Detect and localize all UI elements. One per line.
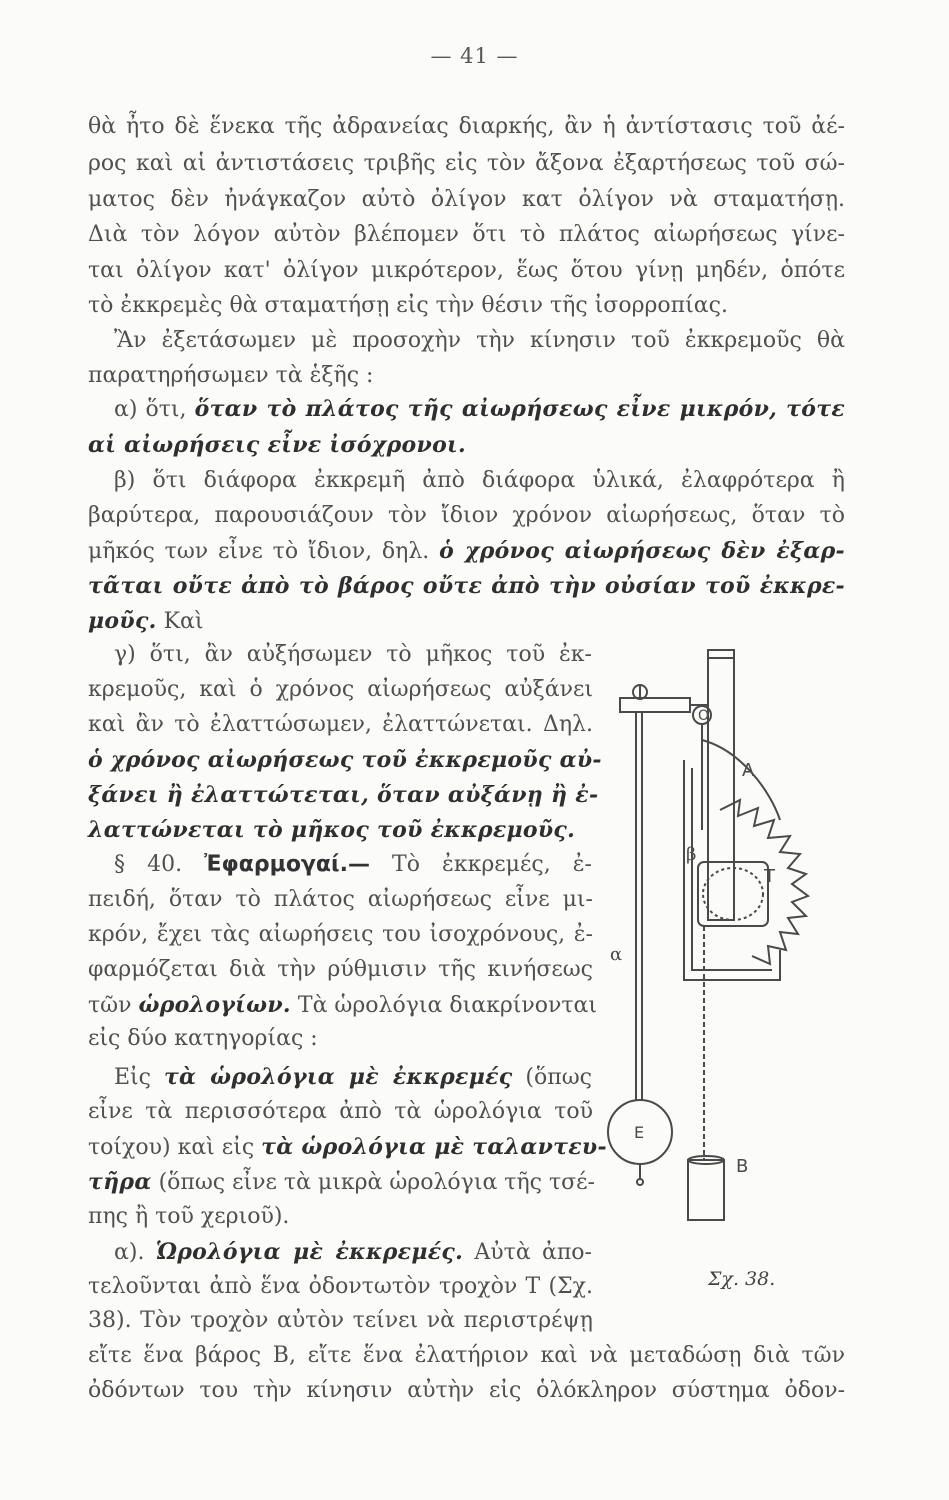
para-e-line-1 (114, 1237, 592, 1268)
para-d-emphasis: τῆρα (88, 1169, 152, 1195)
figure-label-a: A (742, 760, 755, 781)
para-a-line-2: αἱ αἰωρήσεις εἶνε ἰσόχρονοι. (88, 432, 466, 458)
para-b-emphasis: ὁ χρόνος αἰωρήσεως δὲν ἐξαρ- (439, 538, 845, 564)
para-d-line-1 (114, 1062, 592, 1093)
text-line: καὶ ἂν τὸ ἐλαττώσωμεν, ἐλαττώνεται. Δηλ. (88, 712, 593, 737)
section-number: § 40. (114, 852, 183, 877)
text-line: 38). Τὸν τροχὸν αὐτὸν τείνει νὰ περιστρέψῃ (88, 1308, 593, 1333)
text-line: πειδή, ὅταν τὸ πλάτος αἰωρήσεως εἶνε μι- (88, 887, 593, 912)
para-c-emphasis: ὁ χρόνος αἰωρήσεως τοῦ ἐκκρεμοῦς αὐ- (88, 747, 602, 773)
para-a-prefix: α) ὅτι, (114, 397, 187, 422)
section-heading-line (114, 850, 592, 880)
para-d-text: (ὅπως εἶνε τὰ μικρὰ ὡρολόγια τῆς τσέ- (158, 1170, 595, 1195)
para-e-text: α). (114, 1240, 145, 1265)
text-line: Ἂν ἐξετάσωμεν μὲ προσοχὴν τὴν κίνησιν τοῦ ἐκκρεμοῦς θὰ (114, 328, 845, 353)
text-line: κρεμοῦς, καὶ ὁ χρόνος αἰωρήσεως αὐξάνει (88, 677, 593, 702)
figure-label-o: O (698, 708, 710, 724)
text-line: εἰς δύο κατηγορίας : (88, 1026, 318, 1051)
suspension-bracket (620, 698, 690, 712)
para-c-emphasis: ξάνει ἢ ἐλαττώτεται, ὅταν αὐξάνῃ ἢ ἐ- (88, 782, 599, 808)
text-line: Διὰ τὸν λόγον αὐτὸν βλέπομεν ὅτι τὸ πλάτος αἰωρήσεως γίνε- (88, 222, 845, 247)
text-line: εἴτε ἕνα βάρος Β, εἴτε ἕνα ἐλατήριον καὶ νὰ μεταδώσῃ διὰ τῶν (88, 1343, 845, 1368)
text-line: παρατηρήσωμεν τὰ ἑξῆς : (88, 363, 374, 388)
para-b-text: Καὶ (163, 609, 204, 634)
section-text: Τὸ ἐκκρεμές, ἐ- (392, 852, 592, 877)
section-title: Ἐφαρμογαί.— (204, 852, 370, 877)
section-text: τῶν (88, 993, 132, 1018)
figure-caption: Σχ. 38. (708, 1268, 776, 1290)
para-c-emphasis: λαττώνεται τὸ μῆκος τοῦ ἐκκρεμοῦς. (88, 817, 576, 843)
figure-label-alpha: α (610, 944, 623, 965)
text-line: τελοῦνται ἀπὸ ἕνα ὀδοντωτὸν τροχὸν Τ (Σχ. (88, 1274, 593, 1299)
para-b-emphasis: μοῦς. (88, 608, 157, 634)
section-line-5 (88, 990, 598, 1021)
para-d-line-3 (88, 1132, 607, 1163)
bob-nut (637, 1179, 643, 1185)
text-line: κρόν, ἔχει τὰς αἰωρήσεις του ἰσοχρόνους, ἐ- (88, 922, 593, 947)
para-d-line-4 (88, 1167, 593, 1198)
text-line: φαρμόζεται διὰ τὴν ρύθμισιν τῆς κινήσεως (88, 957, 593, 982)
figure-label-b: B (736, 1156, 749, 1177)
figure-label-t: T (764, 866, 775, 887)
para-b-text: μῆκός των εἶνε τὸ ἴδιον, δηλ. (88, 539, 430, 564)
text-line: ται ὀλίγον κατ' ὀλίγον μικρότερον, ἕως ὅτου γίνῃ μηδέν, ὁπότε (88, 258, 845, 283)
figure-label-beta: β (686, 844, 697, 865)
text-line: πης ἢ τοῦ χεριοῦ). (88, 1204, 290, 1229)
frame-post (708, 650, 734, 920)
para-e-text: Αὐτὰ ἀπο- (474, 1240, 592, 1265)
para-a-line-1 (114, 394, 845, 425)
text-line: ρος καὶ αἱ ἀντιστάσεις τριβῆς εἰς τὸν ἄξονα ἐξαρτήσεως τοῦ σώ- (88, 151, 845, 176)
para-d-text: (ὅπως (525, 1065, 592, 1090)
para-e-emphasis: Ὡρολόγια μὲ ἐκκρεμές. (155, 1239, 464, 1265)
para-d-text: Εἰς (114, 1065, 152, 1090)
text-line: ματος δὲν ἠνάγκαζον αὐτὸ ὀλίγον κατ ὀλίγον νὰ σταματήσῃ. (88, 187, 845, 212)
para-a-emphasis: ὅταν τὸ πλάτος τῆς αἰωρήσεως εἶνε μικρόν, τότε (194, 396, 846, 422)
para-d-emphasis: τὰ ὡρολόγια μὲ ἐκκρεμές (163, 1064, 513, 1090)
lower-frame-inner (692, 768, 772, 970)
driving-weight (688, 1160, 724, 1220)
para-d-emphasis: τὰ ὡρολόγια μὲ ταλαντευ- (261, 1134, 607, 1160)
para-b-line-5 (88, 606, 204, 637)
para-d-text: τοίχου) καὶ εἰς (88, 1135, 255, 1160)
text-line: θὰ ἦτο δὲ ἕνεκα τῆς ἀδρανείας διαρκής, ἂν ἡ ἀντίστασις τοῦ ἀέ- (88, 114, 845, 139)
pendulum-clock-figure (600, 640, 830, 1240)
text-line: βαρύτερα, παρουσιάζουν τὸν ἴδιον χρόνον αἰωρήσεως, ὅταν τὸ (88, 503, 845, 528)
text-line: ὀδόντων του τὴν κίνησιν αὐτὴν εἰς ὁλόκληρον σύστημα ὀδον- (88, 1378, 845, 1403)
text-line: εἶνε τὰ περισσότερα ἀπὸ τὰ ὡρολόγια τοῦ (88, 1099, 593, 1124)
text-line: γ) ὅτι, ἂν αὐξήσωμεν τὸ μῆκος τοῦ ἐκ- (114, 642, 592, 667)
section-emphasis: ὡρολογίων. (138, 992, 291, 1018)
figure-label-e: E (634, 1123, 645, 1142)
text-line: β) ὅτι διάφορα ἐκκρεμῆ ἀπὸ διάφορα ὑλικά, ἐλαφρότερα ἢ (114, 468, 845, 493)
text-line: τὸ ἐκκρεμὲς θὰ σταματήσῃ εἰς τὴν θέσιν τῆς ἰσορροπίας. (88, 293, 728, 318)
section-text: Τὰ ὡρολόγια διακρίνονται (297, 993, 598, 1018)
para-b-line-3 (88, 536, 845, 567)
para-b-line-4: τᾶται οὔτε ἀπὸ τὸ βάρος οὔτε ἀπὸ τὴν οὐσίαν τοῦ ἐκκρε- (88, 573, 845, 599)
page-number: — 41 — (430, 44, 519, 68)
